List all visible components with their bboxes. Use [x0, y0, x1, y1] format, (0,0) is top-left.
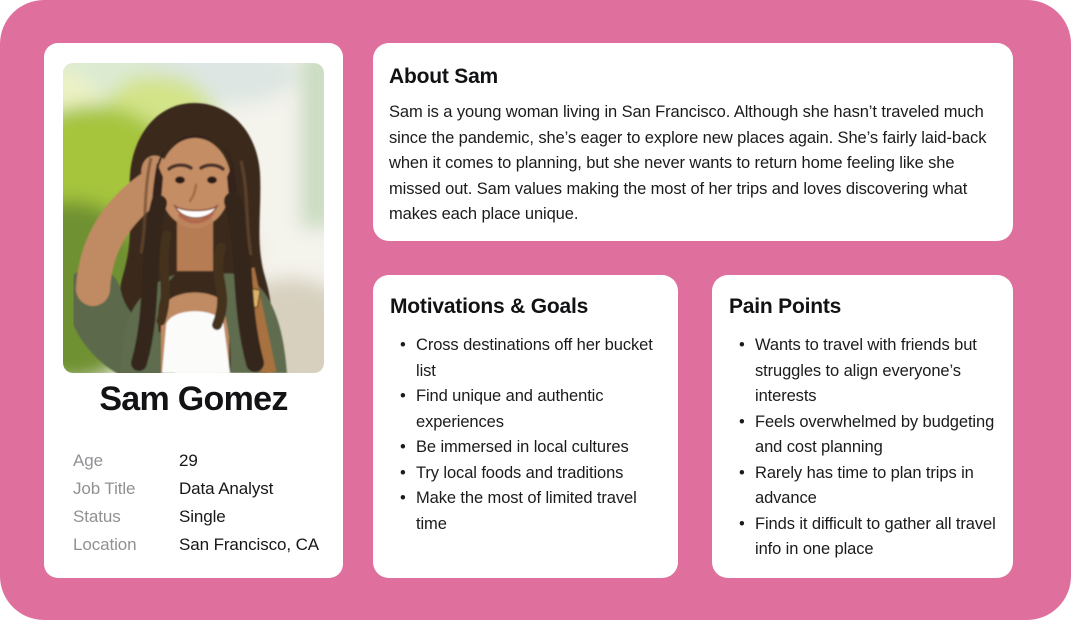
motivation-item: • Cross destinations off her bucket list: [416, 333, 664, 384]
about-body: Sam is a young woman living in San Francisco. Although she hasn’t traveled much since the pandemic, she’s eager to explore new places again. She’s fairly laid-back when it comes to planning, but she never wants to return home feeling like she missed out. Sam values making the most of her trips and loves discovering what makes each place unique.: [389, 103, 987, 223]
persona-name: Sam Gomez: [99, 380, 288, 418]
pain-points-list: [729, 333, 1003, 563]
motivations-card: [373, 275, 678, 578]
detail-value: Data Analyst: [179, 479, 274, 498]
detail-value: 29: [179, 451, 198, 470]
detail-label: Age: [73, 451, 103, 470]
profile-photo: [63, 63, 324, 373]
motivation-item: • Try local foods and traditions: [416, 461, 664, 487]
detail-value: Single: [179, 507, 226, 526]
detail-label: Location: [73, 535, 137, 554]
detail-row-age: [73, 447, 333, 475]
about-title: About Sam: [389, 65, 499, 88]
detail-value: San Francisco, CA: [179, 535, 320, 554]
detail-row-status: [73, 503, 333, 531]
pain-points-title: Pain Points: [729, 295, 842, 318]
detail-label: Job Title: [73, 479, 136, 498]
motivations-title: Motivations & Goals: [390, 295, 589, 318]
motivation-item: • Be immersed in local cultures: [416, 435, 664, 461]
woman-portrait-photo-illustration: [63, 63, 324, 373]
about-card: [373, 43, 1013, 241]
pain-point-item: • Wants to travel with friends but struggles to align everyone’s interests: [755, 333, 1001, 410]
motivation-item: • Make the most of limited travel time: [416, 486, 664, 537]
pain-point-item: • Feels overwhelmed by budgeting and cost planning: [755, 410, 1001, 461]
pain-points-card: [712, 275, 1013, 578]
detail-row-location: [73, 531, 333, 559]
detail-row-job-title: [73, 475, 333, 503]
detail-label: Status: [73, 507, 121, 526]
pain-point-item: • Rarely has time to plan trips in advance: [755, 461, 1001, 512]
motivations-list: [390, 333, 666, 537]
profile-details: [73, 447, 333, 559]
pain-point-item: • Finds it difficult to gather all travel info in one place: [755, 512, 1001, 563]
profile-card: [44, 43, 343, 578]
motivation-item: • Find unique and authentic experiences: [416, 384, 664, 435]
